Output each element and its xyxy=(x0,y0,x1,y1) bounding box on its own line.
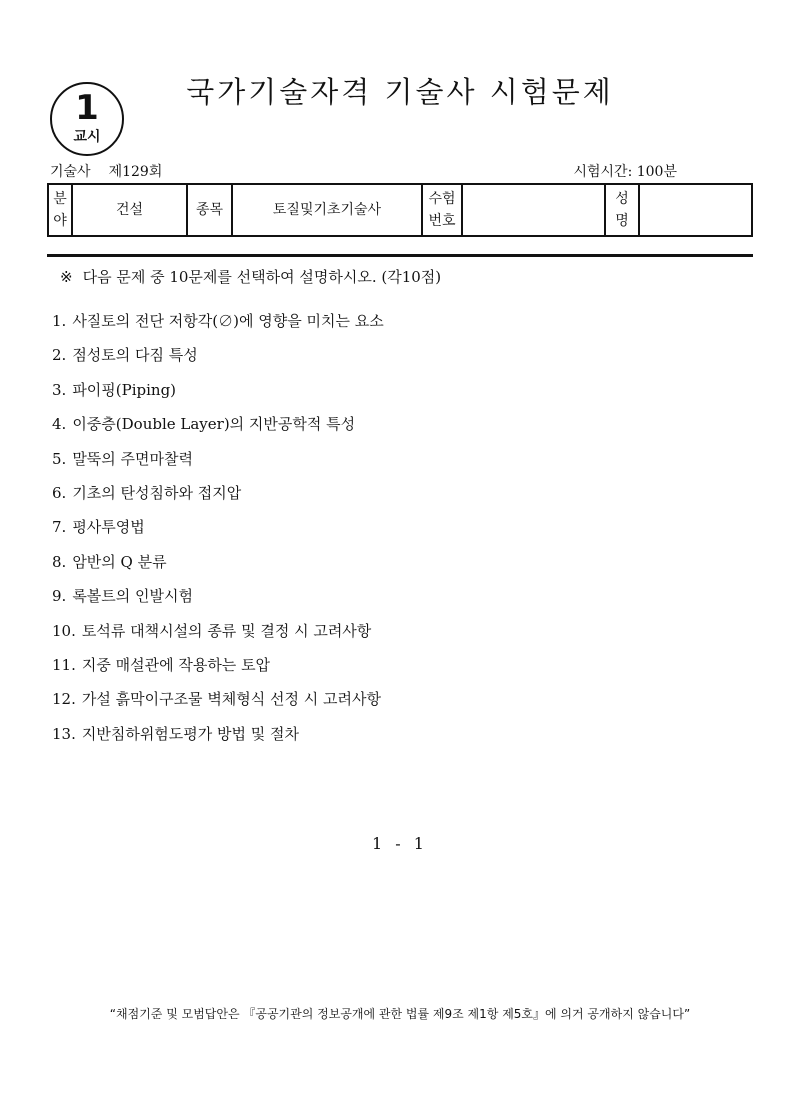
exam-number-label-bottom: 번호 xyxy=(428,213,456,229)
field-value: 건설 xyxy=(72,184,187,236)
question-text: 지반침하위험도평가 방법 및 절차 xyxy=(81,724,300,743)
exam-round: 제129회 xyxy=(108,164,163,180)
question-item xyxy=(52,343,752,377)
question-text: 이중층(Double Layer)의 지반공학적 특성 xyxy=(72,415,356,434)
question-item xyxy=(52,412,752,446)
page-title: 국가기술자격 기술사 시험문제 xyxy=(186,75,614,109)
period-badge xyxy=(50,82,124,156)
question-list xyxy=(52,309,752,756)
exam-number-field[interactable] xyxy=(462,184,605,236)
exam-info-table xyxy=(47,183,753,237)
question-item xyxy=(52,378,752,412)
question-text: 평사투영법 xyxy=(72,518,145,537)
question-item xyxy=(52,515,752,549)
question-text: 토석류 대책시설의 종류 및 결정 시 고려사항 xyxy=(81,621,372,640)
question-number: 12. xyxy=(52,690,76,709)
question-item xyxy=(52,722,752,756)
question-number: 6. xyxy=(52,483,67,502)
question-number: 1. xyxy=(52,312,67,330)
question-number: 13. xyxy=(52,724,76,743)
exam-meta-row xyxy=(50,162,750,182)
question-number: 10. xyxy=(52,621,76,640)
exam-number-label-cell xyxy=(422,184,462,236)
question-number: 9. xyxy=(52,587,67,606)
period-label: 교시 xyxy=(73,129,101,145)
period-number: 1 xyxy=(75,88,99,128)
instruction xyxy=(60,266,750,288)
question-text: 기초의 탄성침하와 접지압 xyxy=(72,483,242,502)
question-text: 말뚝의 주면마찰력 xyxy=(72,449,194,468)
question-text: 암반의 Q 분류 xyxy=(72,552,167,571)
question-text: 파이핑(Piping) xyxy=(72,380,177,399)
type-label: 종목 xyxy=(187,184,232,236)
exam-number-label-top: 수험 xyxy=(428,191,456,207)
type-value: 토질및기초기술사 xyxy=(232,184,422,236)
question-text: 가설 흙막이구조물 벽체형식 선정 시 고려사항 xyxy=(81,690,382,709)
question-item xyxy=(52,619,752,653)
question-number: 4. xyxy=(52,415,67,434)
question-number: 2. xyxy=(52,346,67,365)
question-text: 지중 매설관에 작용하는 토압 xyxy=(81,655,271,674)
question-text: 록볼트의 인발시험 xyxy=(72,587,194,606)
question-number: 3. xyxy=(52,380,67,399)
name-label-bottom: 명 xyxy=(615,213,629,229)
footer-notice: “채점기준 및 모범답안은 『공공기관의 정보공개에 관한 법률 제9조 제1항 제5호』에 의거 공개하지 않습니다” xyxy=(109,1007,691,1021)
question-item xyxy=(52,687,752,721)
reference-mark-icon: ※ xyxy=(60,268,73,286)
name-field[interactable] xyxy=(639,184,752,236)
question-number: 11. xyxy=(52,655,76,674)
question-number: 7. xyxy=(52,518,67,537)
name-label-top: 성 xyxy=(615,191,629,207)
instruction-text: 다음 문제 중 10문제를 선택하여 설명하시오. (각10점) xyxy=(82,268,442,286)
question-text: 점성토의 다짐 특성 xyxy=(72,346,198,365)
name-label-cell xyxy=(605,184,639,236)
question-item xyxy=(52,584,752,618)
section-divider xyxy=(47,254,753,257)
exam-time: 시험시간: 100분 xyxy=(573,164,677,180)
question-item xyxy=(52,481,752,515)
question-item xyxy=(52,550,752,584)
question-item xyxy=(52,653,752,687)
exam-category: 기술사 xyxy=(50,164,91,180)
field-label-top: 분 xyxy=(53,191,67,207)
question-number: 8. xyxy=(52,552,67,571)
field-label-bottom: 야 xyxy=(53,213,67,229)
question-item xyxy=(52,447,752,481)
question-text: 사질토의 전단 저항각(∅)에 영향을 미치는 요소 xyxy=(72,312,384,330)
field-label-cell xyxy=(48,184,72,236)
exam-category-group xyxy=(50,162,162,182)
question-number: 5. xyxy=(52,449,67,468)
page-number: 1 - 1 xyxy=(372,834,428,853)
question-item xyxy=(52,309,752,343)
